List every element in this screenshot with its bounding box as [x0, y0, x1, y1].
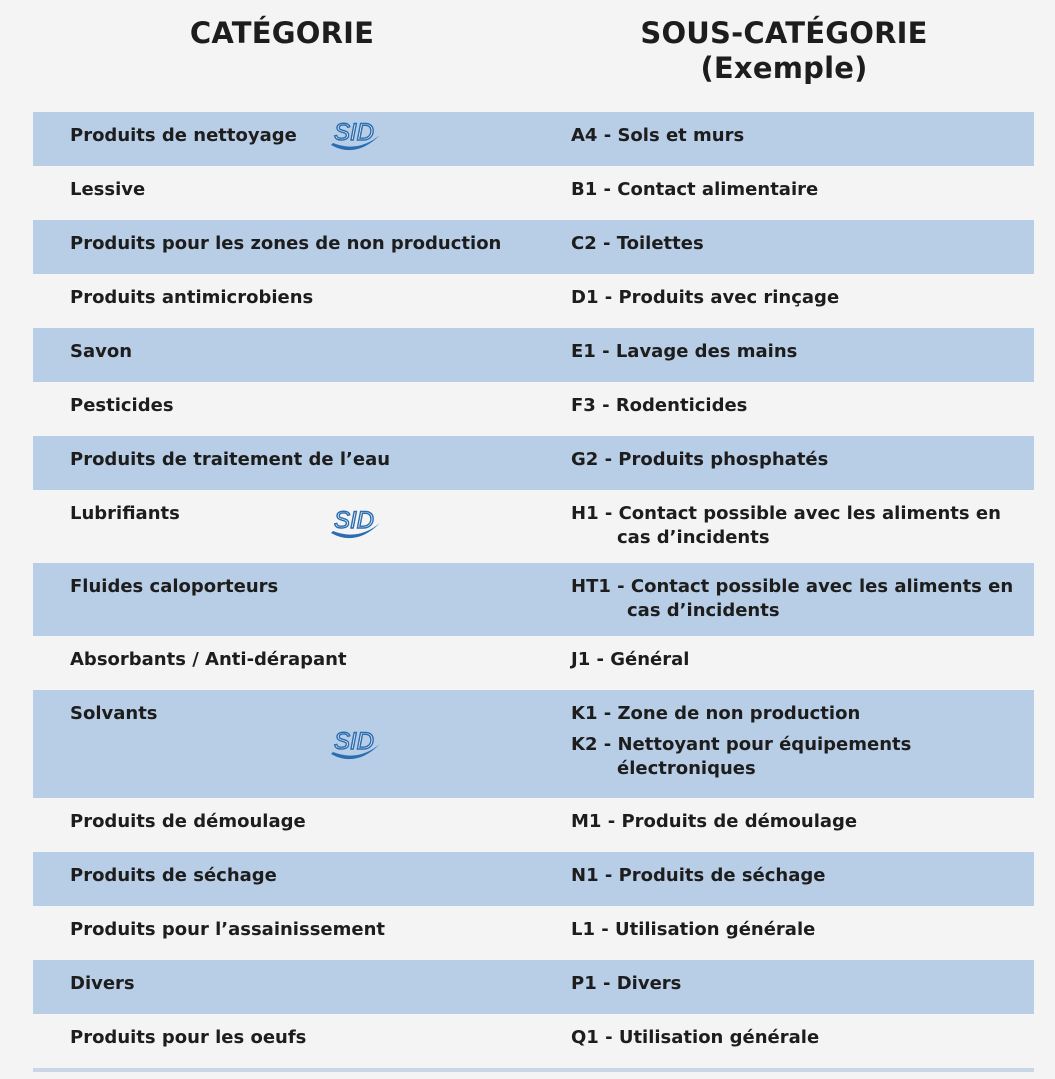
subcategory-item: K1 - Zone de non production	[571, 703, 861, 724]
table-row	[33, 636, 1034, 690]
subcategory-item: P1 - Divers	[571, 973, 682, 994]
sid-logo-icon	[328, 724, 382, 764]
subcategory-cell	[571, 702, 1031, 781]
subcategory-item: B1 - Contact alimentaire	[571, 179, 819, 200]
subcategory-cell	[571, 124, 1031, 148]
category-cell: Lessive	[70, 179, 146, 200]
column-header-subcategory: SOUS-CATÉGORIE (Exemple)	[640, 16, 928, 85]
subcategory-item: HT1 - Contact possible avec les aliments en cas d’incidents	[571, 576, 1014, 621]
category-cell: Savon	[70, 341, 133, 362]
subcategory-item: E1 - Lavage des mains	[571, 341, 798, 362]
subcategory-cell	[571, 648, 1031, 672]
subcategory-item: G2 - Produits phosphatés	[571, 449, 829, 470]
table-row	[33, 852, 1034, 906]
category-cell: Solvants	[70, 703, 158, 724]
table-row	[33, 563, 1034, 636]
category-cell: Produits antimicrobiens	[70, 287, 314, 308]
sid-logo-icon	[328, 503, 382, 543]
category-cell: Produits de traitement de l’eau	[70, 449, 391, 470]
table-row	[33, 906, 1034, 960]
table-row	[33, 490, 1034, 563]
subcategory-cell	[571, 502, 1031, 550]
subcategory-item: Q1 - Utilisation générale	[571, 1027, 820, 1048]
category-cell: Absorbants / Anti-dérapant	[70, 649, 347, 670]
category-table	[33, 112, 1034, 1072]
subcategory-item: L1 - Utilisation générale	[571, 919, 816, 940]
subcategory-cell	[571, 394, 1031, 418]
subcategory-cell	[571, 448, 1031, 472]
table-row	[33, 166, 1034, 220]
subcategory-cell	[571, 178, 1031, 202]
table-bottom-rule	[33, 1068, 1034, 1072]
category-cell: Produits de nettoyage	[70, 125, 297, 146]
subcategory-cell	[571, 232, 1031, 256]
subcategory-item: A4 - Sols et murs	[571, 125, 745, 146]
category-cell: Produits pour les oeufs	[70, 1027, 307, 1048]
subcategory-cell	[571, 286, 1031, 310]
category-cell: Lubrifiants	[70, 503, 180, 524]
subcategory-item: F3 - Rodenticides	[571, 395, 748, 416]
category-cell: Produits pour les zones de non production	[70, 233, 502, 254]
table-row	[33, 274, 1034, 328]
table-row	[33, 112, 1034, 166]
table-row	[33, 690, 1034, 798]
category-cell: Produits pour l’assainissement	[70, 919, 385, 940]
table-row	[33, 382, 1034, 436]
subcategory-cell	[571, 810, 1031, 834]
subcategory-cell	[571, 972, 1031, 996]
table-row	[33, 436, 1034, 490]
table-row	[33, 798, 1034, 852]
table-row	[33, 220, 1034, 274]
table-row	[33, 328, 1034, 382]
subcategory-cell	[571, 864, 1031, 888]
column-header-category: CATÉGORIE	[189, 16, 375, 50]
category-cell: Produits de démoulage	[70, 811, 306, 832]
subcategory-item: N1 - Produits de séchage	[571, 865, 826, 886]
subcategory-item: J1 - Général	[571, 649, 690, 670]
category-cell: Divers	[70, 973, 135, 994]
table-header	[0, 16, 1055, 106]
category-cell: Produits de séchage	[70, 865, 277, 886]
subcategory-cell	[571, 575, 1031, 623]
sid-logo-text: SID	[334, 119, 375, 146]
table-row	[33, 1014, 1034, 1068]
sid-logo-text: SID	[334, 507, 375, 534]
sid-logo-text: SID	[334, 728, 375, 755]
category-cell: Pesticides	[70, 395, 174, 416]
subcategory-cell	[571, 340, 1031, 364]
subcategory-item: D1 - Produits avec rinçage	[571, 287, 840, 308]
subcategory-item: M1 - Produits de démoulage	[571, 811, 858, 832]
subcategory-cell	[571, 1026, 1031, 1050]
subcategory-item: K2 - Nettoyant pour équipements électroniques	[571, 734, 912, 779]
table-row	[33, 960, 1034, 1014]
subcategory-item: H1 - Contact possible avec les aliments en cas d’incidents	[571, 503, 1001, 548]
subcategory-item: C2 - Toilettes	[571, 233, 704, 254]
category-cell: Fluides caloporteurs	[70, 576, 279, 597]
sid-logo-icon	[328, 115, 382, 155]
subcategory-cell	[571, 918, 1031, 942]
